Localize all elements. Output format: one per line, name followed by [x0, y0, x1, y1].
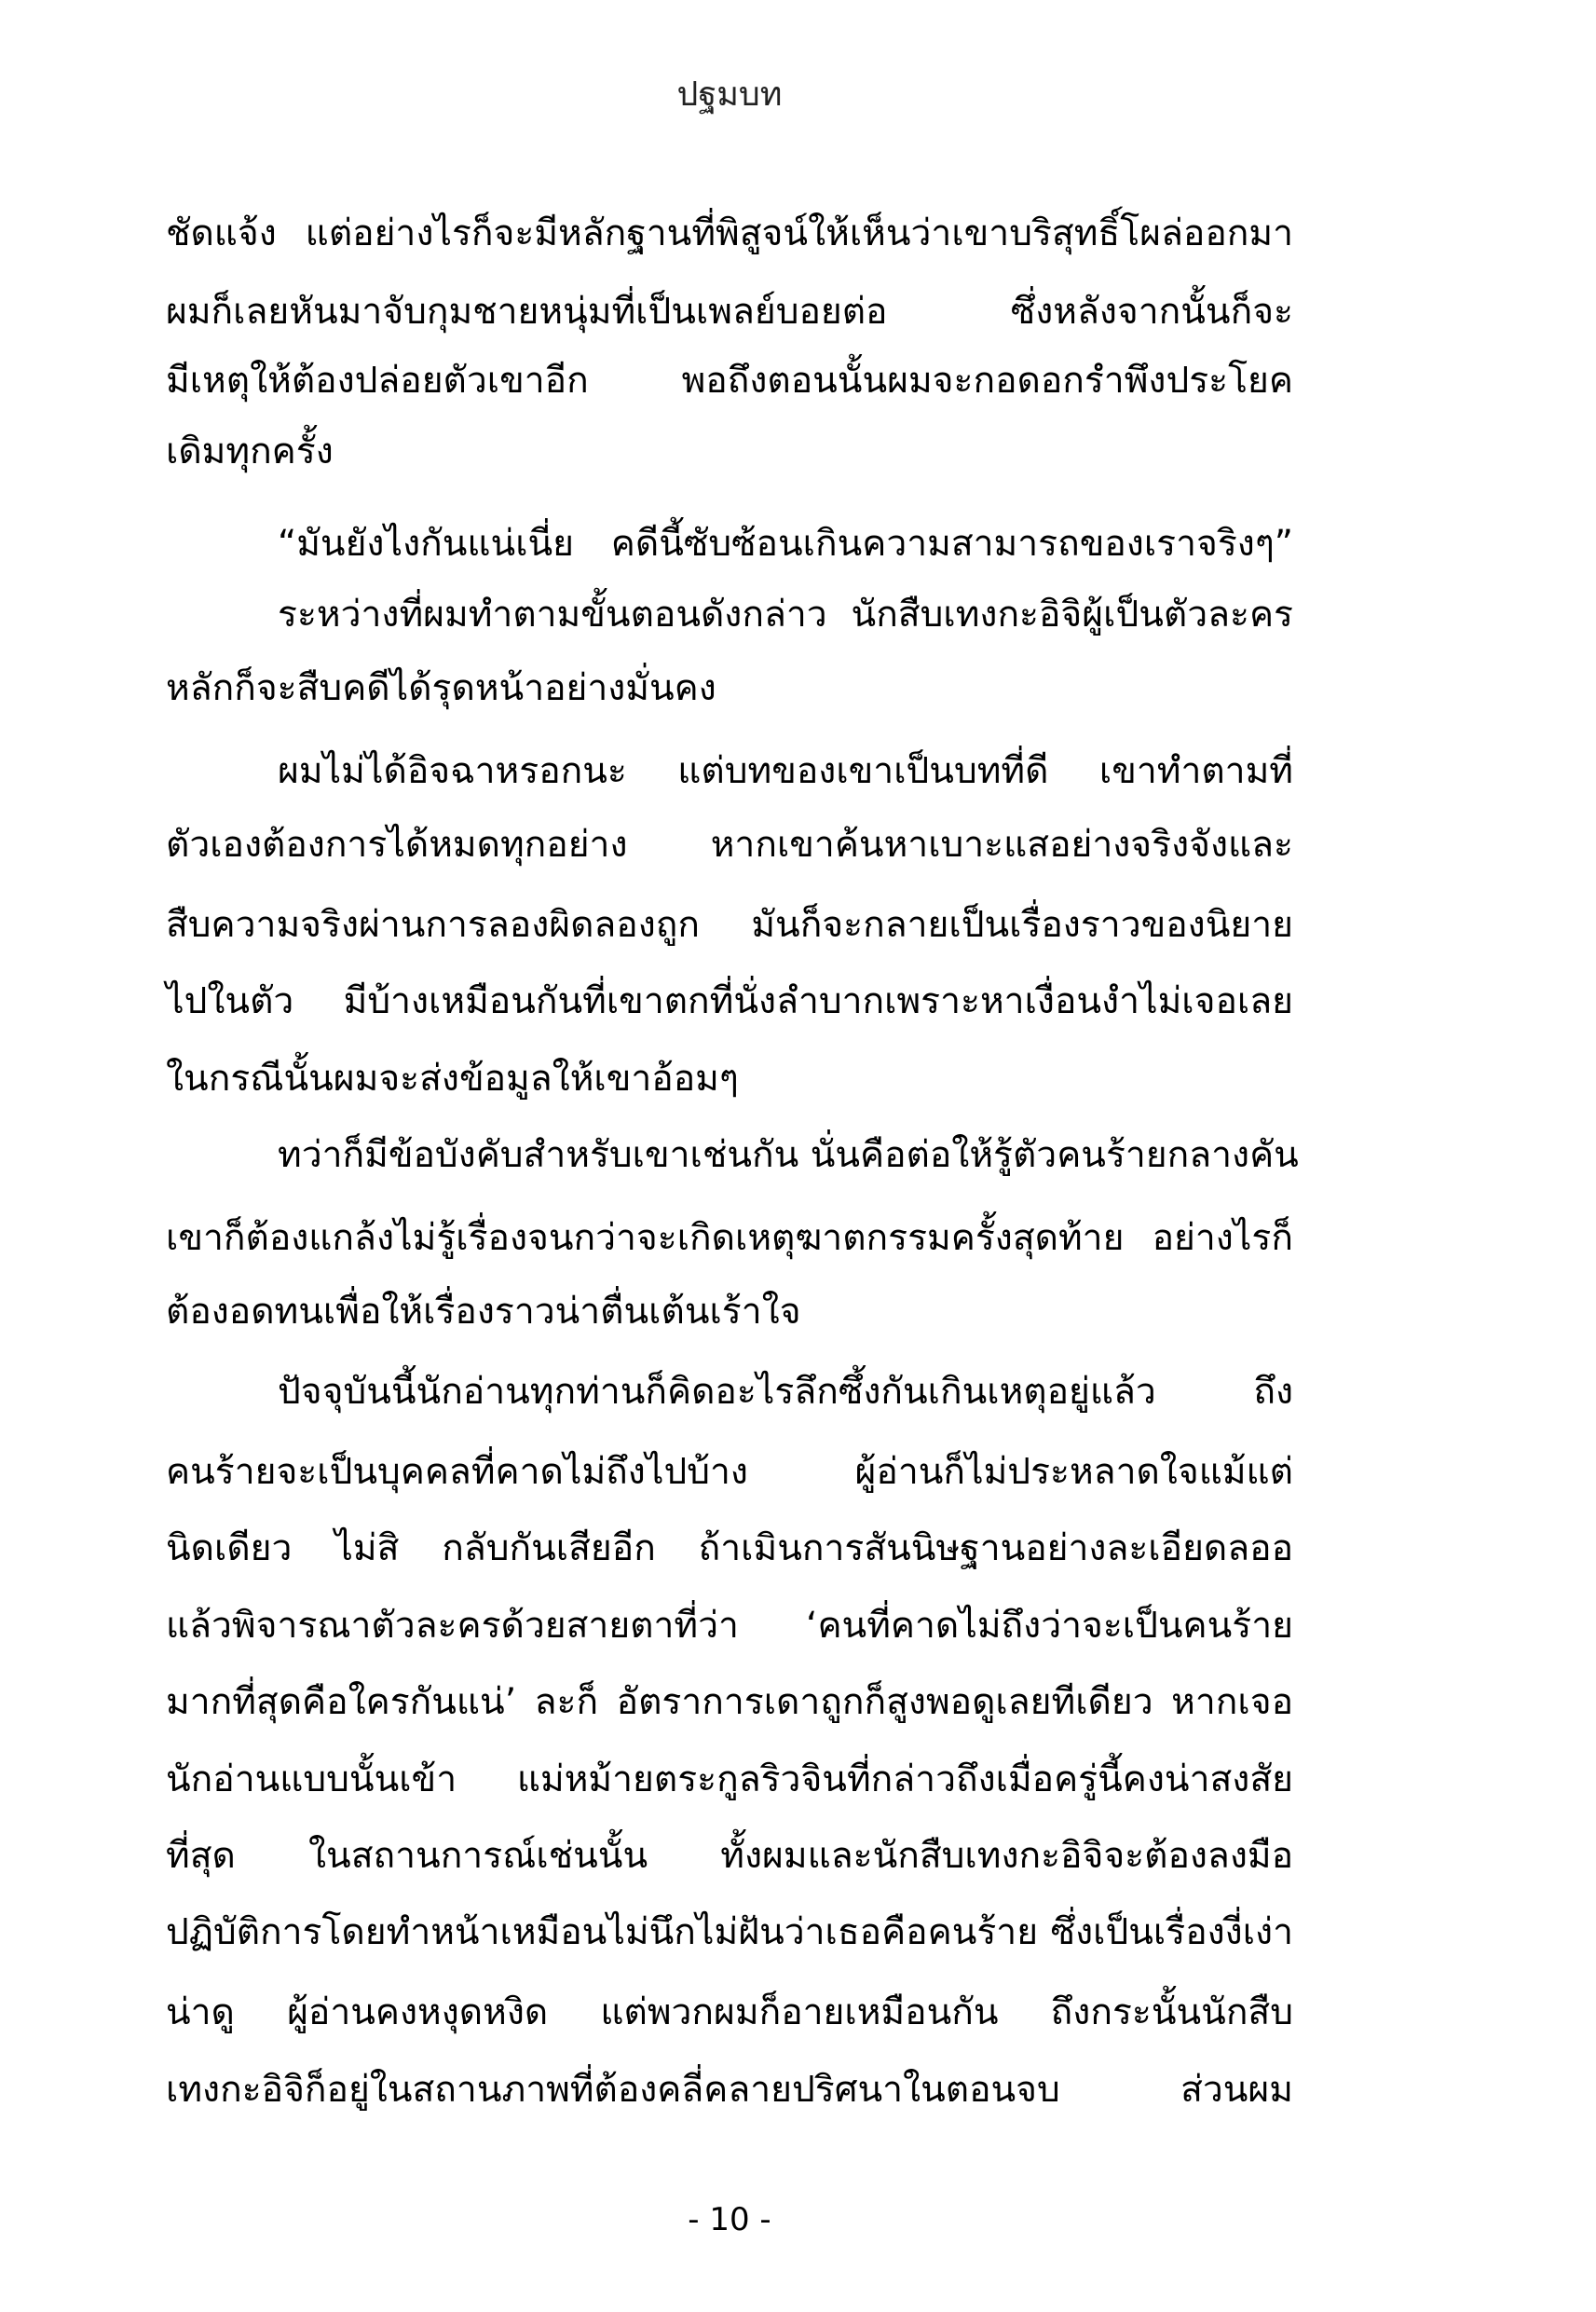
running-header: ปฐมบท — [676, 75, 783, 114]
text-line: ชัดแจ้ง แต่อย่างไรก็จะมีหลักฐานที่พิสูจน์ให้เห็นว่าเขาบริสุทธิ์โผล่ออกมา — [166, 212, 1293, 254]
page-number: - 10 - — [688, 2201, 771, 2238]
text-line: มีเหตุให้ต้องปล่อยตัวเขาอีก พอถึงตอนนั้นผมจะกอดอกรำพึงประโยค — [166, 360, 1293, 402]
text-line: น่าดู ผู้อ่านคงหงุดหงิด แต่พวกผมก็อายเหมือนกัน ถึงกระนั้นนักสืบ — [166, 1991, 1293, 2033]
text-line: เขาก็ต้องแกล้งไม่รู้เรื่องจนกว่าจะเกิดเหตุฆาตกรรมครั้งสุดท้าย อย่างไรก็ — [166, 1217, 1293, 1259]
text-line: ต้องอดทนเพื่อให้เรื่องราวน่าตื่นเต้นเร้าใจ — [166, 1291, 801, 1333]
text-line: คนร้ายจะเป็นบุคคลที่คาดไม่ถึงไปบ้าง ผู้อ่านก็ไม่ประหลาดใจแม้แต่ — [166, 1451, 1293, 1493]
text-line: นักอ่านแบบนั้นเข้า แม่หม้ายตระกูลริวจินที่กล่าวถึงเมื่อครู่นี้คงน่าสงสัย — [166, 1758, 1293, 1800]
text-line: เทงกะอิจิก็อยู่ในสถานภาพที่ต้องคลี่คลายปริศนาในตอนจบ ส่วนผม — [166, 2069, 1293, 2111]
text-line: ปัจจุบันนี้นักอ่านทุกท่านก็คิดอะไรลึกซึ้งกันเกินเหตุอยู่แล้ว ถึง — [278, 1371, 1293, 1413]
text-line: มากที่สุดคือใครกันแน่’ ละก็ อัตราการเดาถูกก็สูงพอดูเลยทีเดียว หากเจอ — [166, 1681, 1293, 1723]
text-line: ผมก็เลยหันมาจับกุมชายหนุ่มที่เป็นเพลย์บอยต่อ ซึ่งหลังจากนั้นก็จะ — [166, 291, 1293, 333]
text-line: “มันยังไงกันแน่เนี่ย คดีนี้ซับซ้อนเกินความสามารถของเราจริงๆ” — [278, 523, 1293, 565]
text-line: ปฏิบัติการโดยทำหน้าเหมือนไม่นึกไม่ฝันว่าเธอคือคนร้าย ซึ่งเป็นเรื่องงี่เง่า — [166, 1911, 1293, 1953]
text-line: เดิมทุกครั้ง — [166, 431, 334, 472]
text-line: ระหว่างที่ผมทำตามขั้นตอนดังกล่าว นักสืบเทงกะอิจิผู้เป็นตัวละคร — [278, 594, 1293, 636]
text-line: หลักก็จะสืบคดีได้รุดหน้าอย่างมั่นคง — [166, 667, 716, 709]
text-line: แล้วพิจารณาตัวละครด้วยสายตาที่ว่า ‘คนที่คาดไม่ถึงว่าจะเป็นคนร้าย — [166, 1605, 1293, 1647]
text-line: ตัวเองต้องการได้หมดทุกอย่าง หากเขาค้นหาเบาะแสอย่างจริงจังและ — [166, 824, 1293, 866]
text-line: ที่สุด ในสถานการณ์เช่นนั้น ทั้งผมและนักสืบเทงกะอิจิจะต้องลงมือ — [166, 1835, 1293, 1877]
text-line: ทว่าก็มีข้อบังคับสำหรับเขาเช่นกัน นั่นคือต่อให้รู้ตัวคนร้ายกลางคัน — [278, 1134, 1299, 1176]
text-line: ผมไม่ได้อิจฉาหรอกนะ แต่บทของเขาเป็นบทที่ดี เขาทำตามที่ — [278, 750, 1293, 792]
text-line: ไปในตัว มีบ้างเหมือนกันที่เขาตกที่นั่งลำบากเพราะหาเงื่อนงำไม่เจอเลย — [166, 980, 1293, 1022]
text-line: ในกรณีนั้นผมจะส่งข้อมูลให้เขาอ้อมๆ — [166, 1058, 739, 1100]
text-line: สืบความจริงผ่านการลองผิดลองถูก มันก็จะกลายเป็นเรื่องราวของนิยาย — [166, 904, 1293, 946]
text-line: นิดเดียว ไม่สิ กลับกันเสียอีก ถ้าเมินการสันนิษฐานอย่างละเอียดลออ — [166, 1527, 1293, 1569]
